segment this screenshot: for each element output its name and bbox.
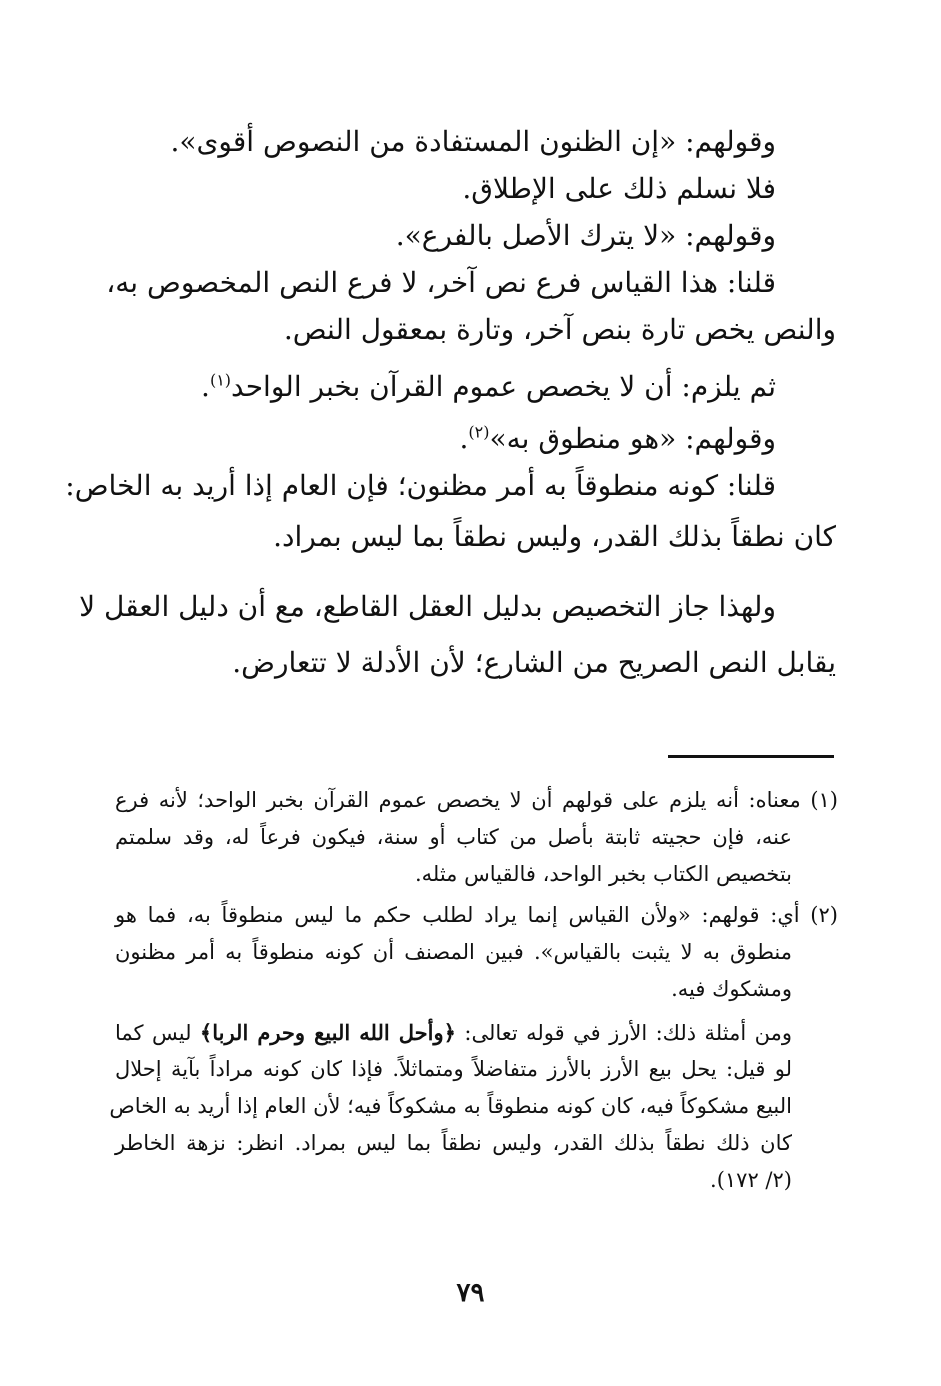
footnote-2-line: ومشكوك فيه. (671, 977, 792, 1001)
footnote-separator (668, 755, 834, 758)
page-number: ٧٩ (456, 1278, 485, 1308)
text-line: قلنا: كونه منطوقاً به أمر مظنون؛ فإن العام إذا أريد به الخاص: (65, 469, 776, 502)
text-line: وقولهم: «إن الظنون المستفادة من النصوص أقوى». (170, 125, 776, 158)
text-fragment: ثم يلزم: أن لا يخصص عموم القرآن بخبر الواحد (231, 370, 776, 403)
text-line: كان نطقاً بذلك القدر، وليس نطقاً بما ليس بمراد. (273, 520, 836, 553)
footnote-2-line: كان ذلك نطقاً بذلك القدر، وليس نطقاً بما ليس بمراد. انظر: نزهة الخاطر (115, 1131, 792, 1155)
text-line: يقابل النص الصريح من الشارع؛ لأن الأدلة لا تتعارض. (232, 646, 836, 679)
text-line: وقولهم: «لا يترك الأصل بالفرع». (395, 219, 776, 252)
text-fragment: ومن أمثلة ذلك: الأرز في قوله تعالى: (455, 1021, 792, 1045)
footnote-2-line: لو قيل: يحل بيع الأرز بالأرز متفاضلاً ومتماثلاً. فإذا كان كونه مراداً بآية إحلال (115, 1057, 792, 1081)
footnote-2-line: (٢/ ١٧٢). (710, 1168, 792, 1192)
text-line: ولهذا جاز التخصيص بدليل العقل القاطع، مع أن دليل العقل لا (79, 590, 776, 623)
footnote-1-line: بتخصيص الكتاب بخبر الواحد، فالقياس مثله. (414, 862, 792, 886)
footnote-ref-1[interactable]: (١) (209, 370, 232, 390)
quran-verse: ﴿وأحل الله البيع وحرم الربا﴾ (199, 1020, 456, 1045)
footnote-2-line: (٢) أي: قولهم: «ولأن القياس إنما يراد لطلب حكم ما ليس منطوقاً به، فما هو (115, 903, 838, 927)
footnote-2-line: منطوق به لا يثبت بالقياس». فبين المصنف أن كونه منطوقاً به أمر مظنون (115, 940, 792, 964)
footnote-2-line: البيع مشكوكاً فيه، كان كونه منطوقاً به مشكوكاً فيه؛ لأن العام إذا أريد به الخاص (109, 1094, 792, 1118)
text-fragment: ليس كما (115, 1021, 200, 1045)
footnotes (109, 782, 838, 1199)
text-line (118, 415, 836, 462)
main-text (65, 118, 836, 691)
text-line: والنص يخص تارة بنص آخر، وتارة بمعقول النص. (283, 313, 836, 346)
text-fragment: . (201, 370, 210, 403)
text-fragment: وقولهم: «هو منطوق به» (489, 422, 776, 455)
footnote-1-line: عنه، فإن حجيته ثابتة بأصل من كتاب أو سنة، فيكون فرعاً له، وقد سلمتم (115, 825, 792, 849)
text-fragment: . (459, 422, 469, 455)
footnote-1-line: (١) معناه: أنه يلزم على قولهم أن لا يخصص عموم القرآن بخبر الواحد؛ لأنه فرع (115, 788, 838, 812)
text-line: قلنا: هذا القياس فرع نص آخر، لا فرع النص المخصوص به، (106, 266, 776, 299)
footnote-ref-2[interactable]: (٢) (468, 422, 490, 442)
footnote-2-line (115, 1014, 838, 1051)
text-line: فلا نسلم ذلك على الإطلاق. (462, 172, 776, 205)
text-line (118, 359, 836, 415)
